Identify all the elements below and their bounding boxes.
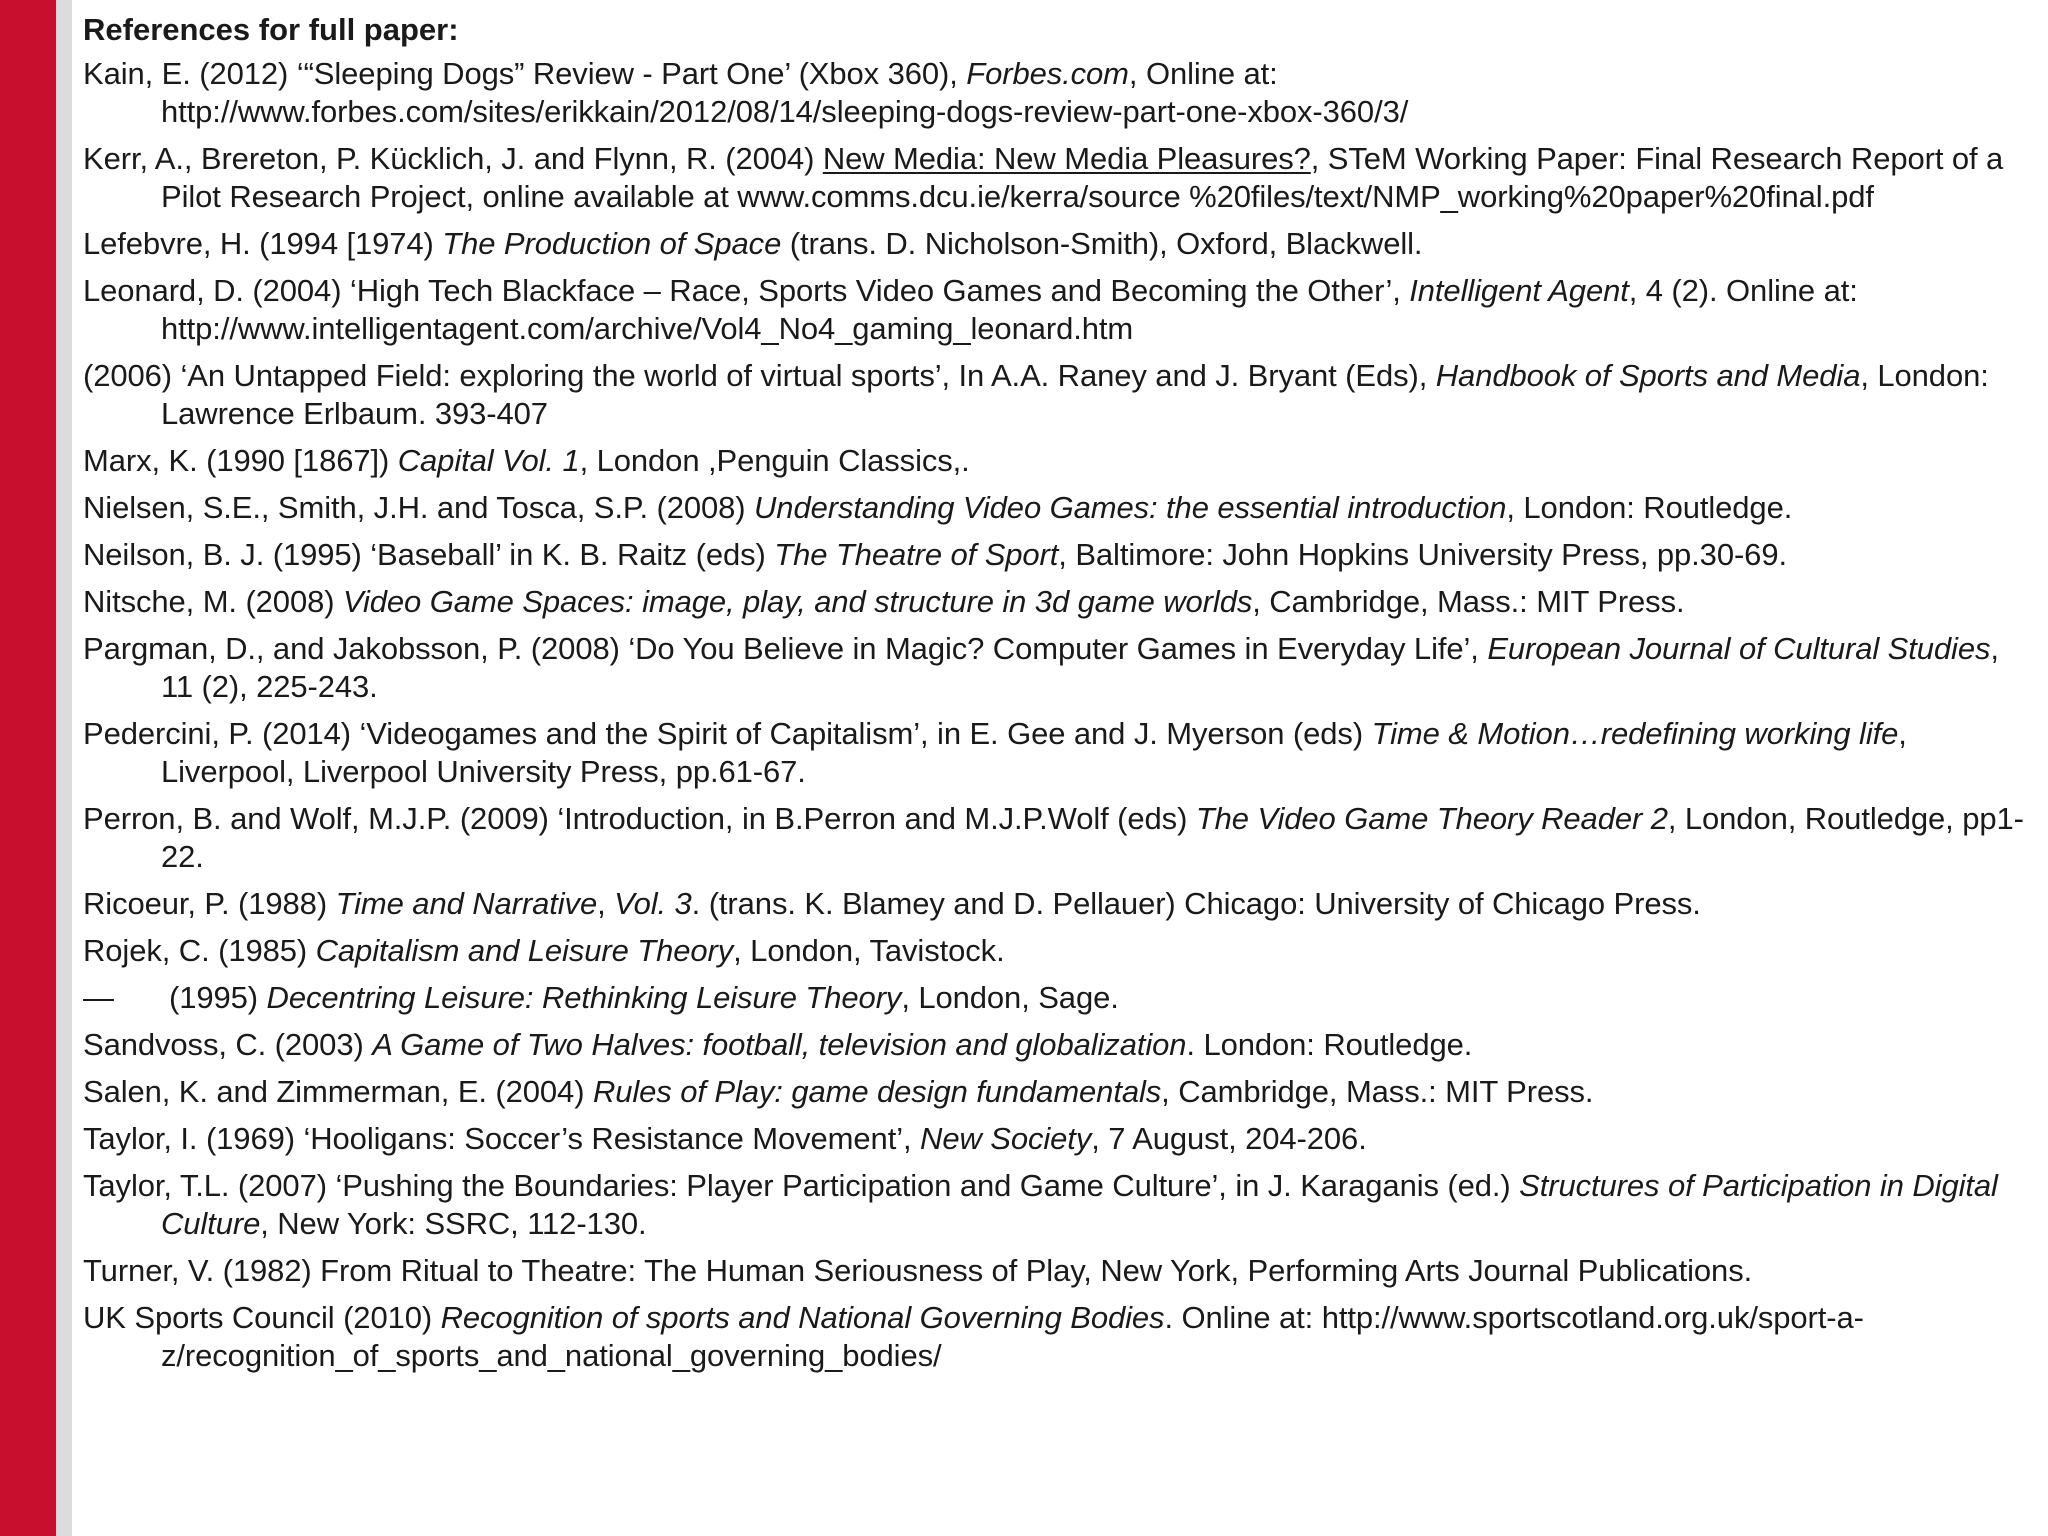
reference-title: New Society <box>920 1121 1092 1156</box>
same-author-dash: — <box>83 980 114 1015</box>
reference-text: Lefebvre, H. (1994 [1974) <box>83 226 443 261</box>
reference-text: , Cambridge, Mass.: MIT Press. <box>1161 1074 1594 1109</box>
reference-text: , Liverpool, Liverpool University Press, pp.61-67. <box>161 716 1907 789</box>
reference-text: , London ,Penguin Classics,. <box>579 443 970 478</box>
reference-text: %20files/text/NMP_working%20paper%20final.pdf <box>1189 179 1874 214</box>
reference-text: Perron, B. and Wolf, M.J.P. (2009) ‘Introduction, in B.Perron and M.J.P.Wolf (eds) <box>83 801 1196 836</box>
reference-text: , London, Tavistock. <box>733 933 1005 968</box>
reference-text: Rojek, C. (1985) <box>83 933 316 968</box>
reference-title: Intelligent Agent <box>1409 273 1629 308</box>
reference-title: Capital Vol. 1 <box>397 443 580 478</box>
reference-item <box>83 885 2033 923</box>
reference-text: Nielsen, S.E., Smith, J.H. and Tosca, S.P. (2008) <box>83 490 755 525</box>
reference-title: Capitalism and Leisure Theory <box>315 933 734 968</box>
reference-text: Marx, K. (1990 [1867]) <box>83 443 398 478</box>
reference-title: Structures of Participation in Digital Culture <box>161 1168 1998 1241</box>
reference-text: Nitsche, M. (2008) <box>83 584 343 619</box>
reference-text: . Online at: <box>1164 1300 1322 1335</box>
reference-text: (2006) ‘An Untapped Field: exploring the world of virtual sports’, In A.A. Raney and J. Bryant (Eds), <box>83 358 1436 393</box>
reference-title: European Journal of Cultural Studies <box>1487 631 1991 666</box>
reference-text: , London: Lawrence Erlbaum. 393-407 <box>161 358 1989 431</box>
reference-text: , STeM Working Paper: Final Research Report of a Pilot Research Project, online available at www.comms.dcu.ie/kerra/source <box>161 141 2004 214</box>
reference-title: New Media: New Media Pleasures? <box>822 141 1311 176</box>
reference-text: http://www.forbes.com/sites/erikkain/2012/08/14/sleeping-dogs-review-part-one-xbox-360/3/ <box>161 94 1409 129</box>
reference-text: , Baltimore: John Hopkins University Press, pp.30-69. <box>1058 537 1787 572</box>
reference-item <box>83 272 2033 348</box>
reference-item <box>83 536 2033 574</box>
reference-text: , Cambridge, Mass.: MIT Press. <box>1252 584 1685 619</box>
reference-item <box>83 979 2033 1017</box>
reference-title: The Theatre of Sport <box>774 537 1059 572</box>
reference-item <box>83 357 2033 433</box>
reference-text: Taylor, I. (1969) ‘Hooligans: Soccer’s Resistance Movement’, <box>83 1121 921 1156</box>
reference-title: The Video Game Theory Reader 2 <box>1195 801 1668 836</box>
reference-text: Pedercini, P. (2014) ‘Videogames and the Spirit of Capitalism’, in E. Gee and J. Myerson (eds) <box>83 716 1372 751</box>
reference-text: Kain, E. (2012) ‘“Sleeping Dogs” Review - Part One’ (Xbox 360), <box>83 56 967 91</box>
reference-item <box>83 1252 2033 1290</box>
reference-text: , 11 (2), 225-243. <box>161 631 1999 704</box>
reference-title: Vol. 3 <box>614 886 692 921</box>
reference-text: Leonard, D. (2004) ‘High Tech Blackface – Race, Sports Video Games and Becoming the Other’, <box>83 273 1410 308</box>
reference-text: (1995) <box>169 980 267 1015</box>
slide-content <box>83 10 2033 1384</box>
reference-text: Ricoeur, P. (1988) <box>83 886 336 921</box>
reference-title: Handbook of Sports and Media <box>1435 358 1861 393</box>
reference-text: , Online at: <box>1128 56 1278 91</box>
reference-item <box>83 800 2033 876</box>
reference-text: http://www.sportscotland.org.uk/sport-a-z/recognition_of_sports_and_national_governing_bodies/ <box>161 1300 1864 1373</box>
reference-text: , 7 August, 204-206. <box>1091 1121 1367 1156</box>
reference-item <box>83 489 2033 527</box>
reference-text: Turner, V. (1982) From Ritual to Theatre: The Human Seriousness of Play, New York, Performing Arts Journal Publications. <box>83 1253 1753 1288</box>
reference-title: Recognition of sports and National Governing Bodies <box>440 1300 1165 1335</box>
reference-item <box>83 225 2033 263</box>
reference-title: A Game of Two Halves: football, television and globalization <box>372 1027 1187 1062</box>
reference-text: , 4 (2). Online at: http://www.intelligentagent.com/archive/Vol4_No4_gaming_leonard.htm <box>161 273 1858 346</box>
reference-item <box>83 1167 2033 1243</box>
reference-item <box>83 1120 2033 1158</box>
reference-text: Neilson, B. J. (1995) ‘Baseball’ in K. B. Raitz (eds) <box>83 537 775 572</box>
reference-title: Rules of Play: game design fundamentals <box>592 1074 1162 1109</box>
reference-text: . London: Routledge. <box>1186 1027 1473 1062</box>
accent-bar-shadow <box>56 0 72 1536</box>
reference-item <box>83 1073 2033 1111</box>
reference-title: Time & Motion…redefining working life <box>1371 716 1899 751</box>
reference-item <box>83 140 2033 216</box>
reference-item <box>83 932 2033 970</box>
reference-list <box>83 55 2033 1375</box>
reference-item <box>83 583 2033 621</box>
reference-item <box>83 715 2033 791</box>
accent-bar <box>0 0 56 1536</box>
reference-text: , London: Routledge. <box>1506 490 1793 525</box>
reference-text: Pargman, D., and Jakobsson, P. (2008) ‘Do You Believe in Magic? Computer Games in Everyday Life’, <box>83 631 1488 666</box>
reference-text: Kerr, A., Brereton, P. Kücklich, J. and Flynn, R. (2004) <box>83 141 823 176</box>
reference-title: Video Game Spaces: image, play, and structure in 3d game worlds <box>342 584 1253 619</box>
reference-title: Decentring Leisure: Rethinking Leisure Theory <box>266 980 902 1015</box>
reference-text: , London, Routledge, pp1-22. <box>161 801 2024 874</box>
reference-text: , <box>597 886 615 921</box>
reference-item <box>83 55 2033 131</box>
reference-title: Understanding Video Games: the essential introduction <box>754 490 1507 525</box>
reference-text: Salen, K. and Zimmerman, E. (2004) <box>83 1074 593 1109</box>
reference-text: UK Sports Council (2010) <box>83 1300 441 1335</box>
reference-text: (trans. D. Nicholson-Smith), Oxford, Blackwell. <box>781 226 1423 261</box>
reference-text: , London, Sage. <box>901 980 1119 1015</box>
reference-item <box>83 1299 2033 1375</box>
reference-text: . (trans. K. Blamey and D. Pellauer) Chicago: University of Chicago Press. <box>691 886 1701 921</box>
reference-title: The Production of Space <box>442 226 782 261</box>
page-title: References for full paper: <box>83 12 459 47</box>
reference-title: Time and Narrative <box>335 886 598 921</box>
reference-item <box>83 630 2033 706</box>
reference-title: Forbes.com <box>966 56 1129 91</box>
reference-text: Taylor, T.L. (2007) ‘Pushing the Boundaries: Player Participation and Game Culture’, in J. Karaganis (ed.) <box>83 1168 1520 1203</box>
reference-item <box>83 442 2033 480</box>
reference-text: , New York: SSRC, 112-130. <box>260 1206 647 1241</box>
reference-text: Sandvoss, C. (2003) <box>83 1027 373 1062</box>
reference-item <box>83 1026 2033 1064</box>
